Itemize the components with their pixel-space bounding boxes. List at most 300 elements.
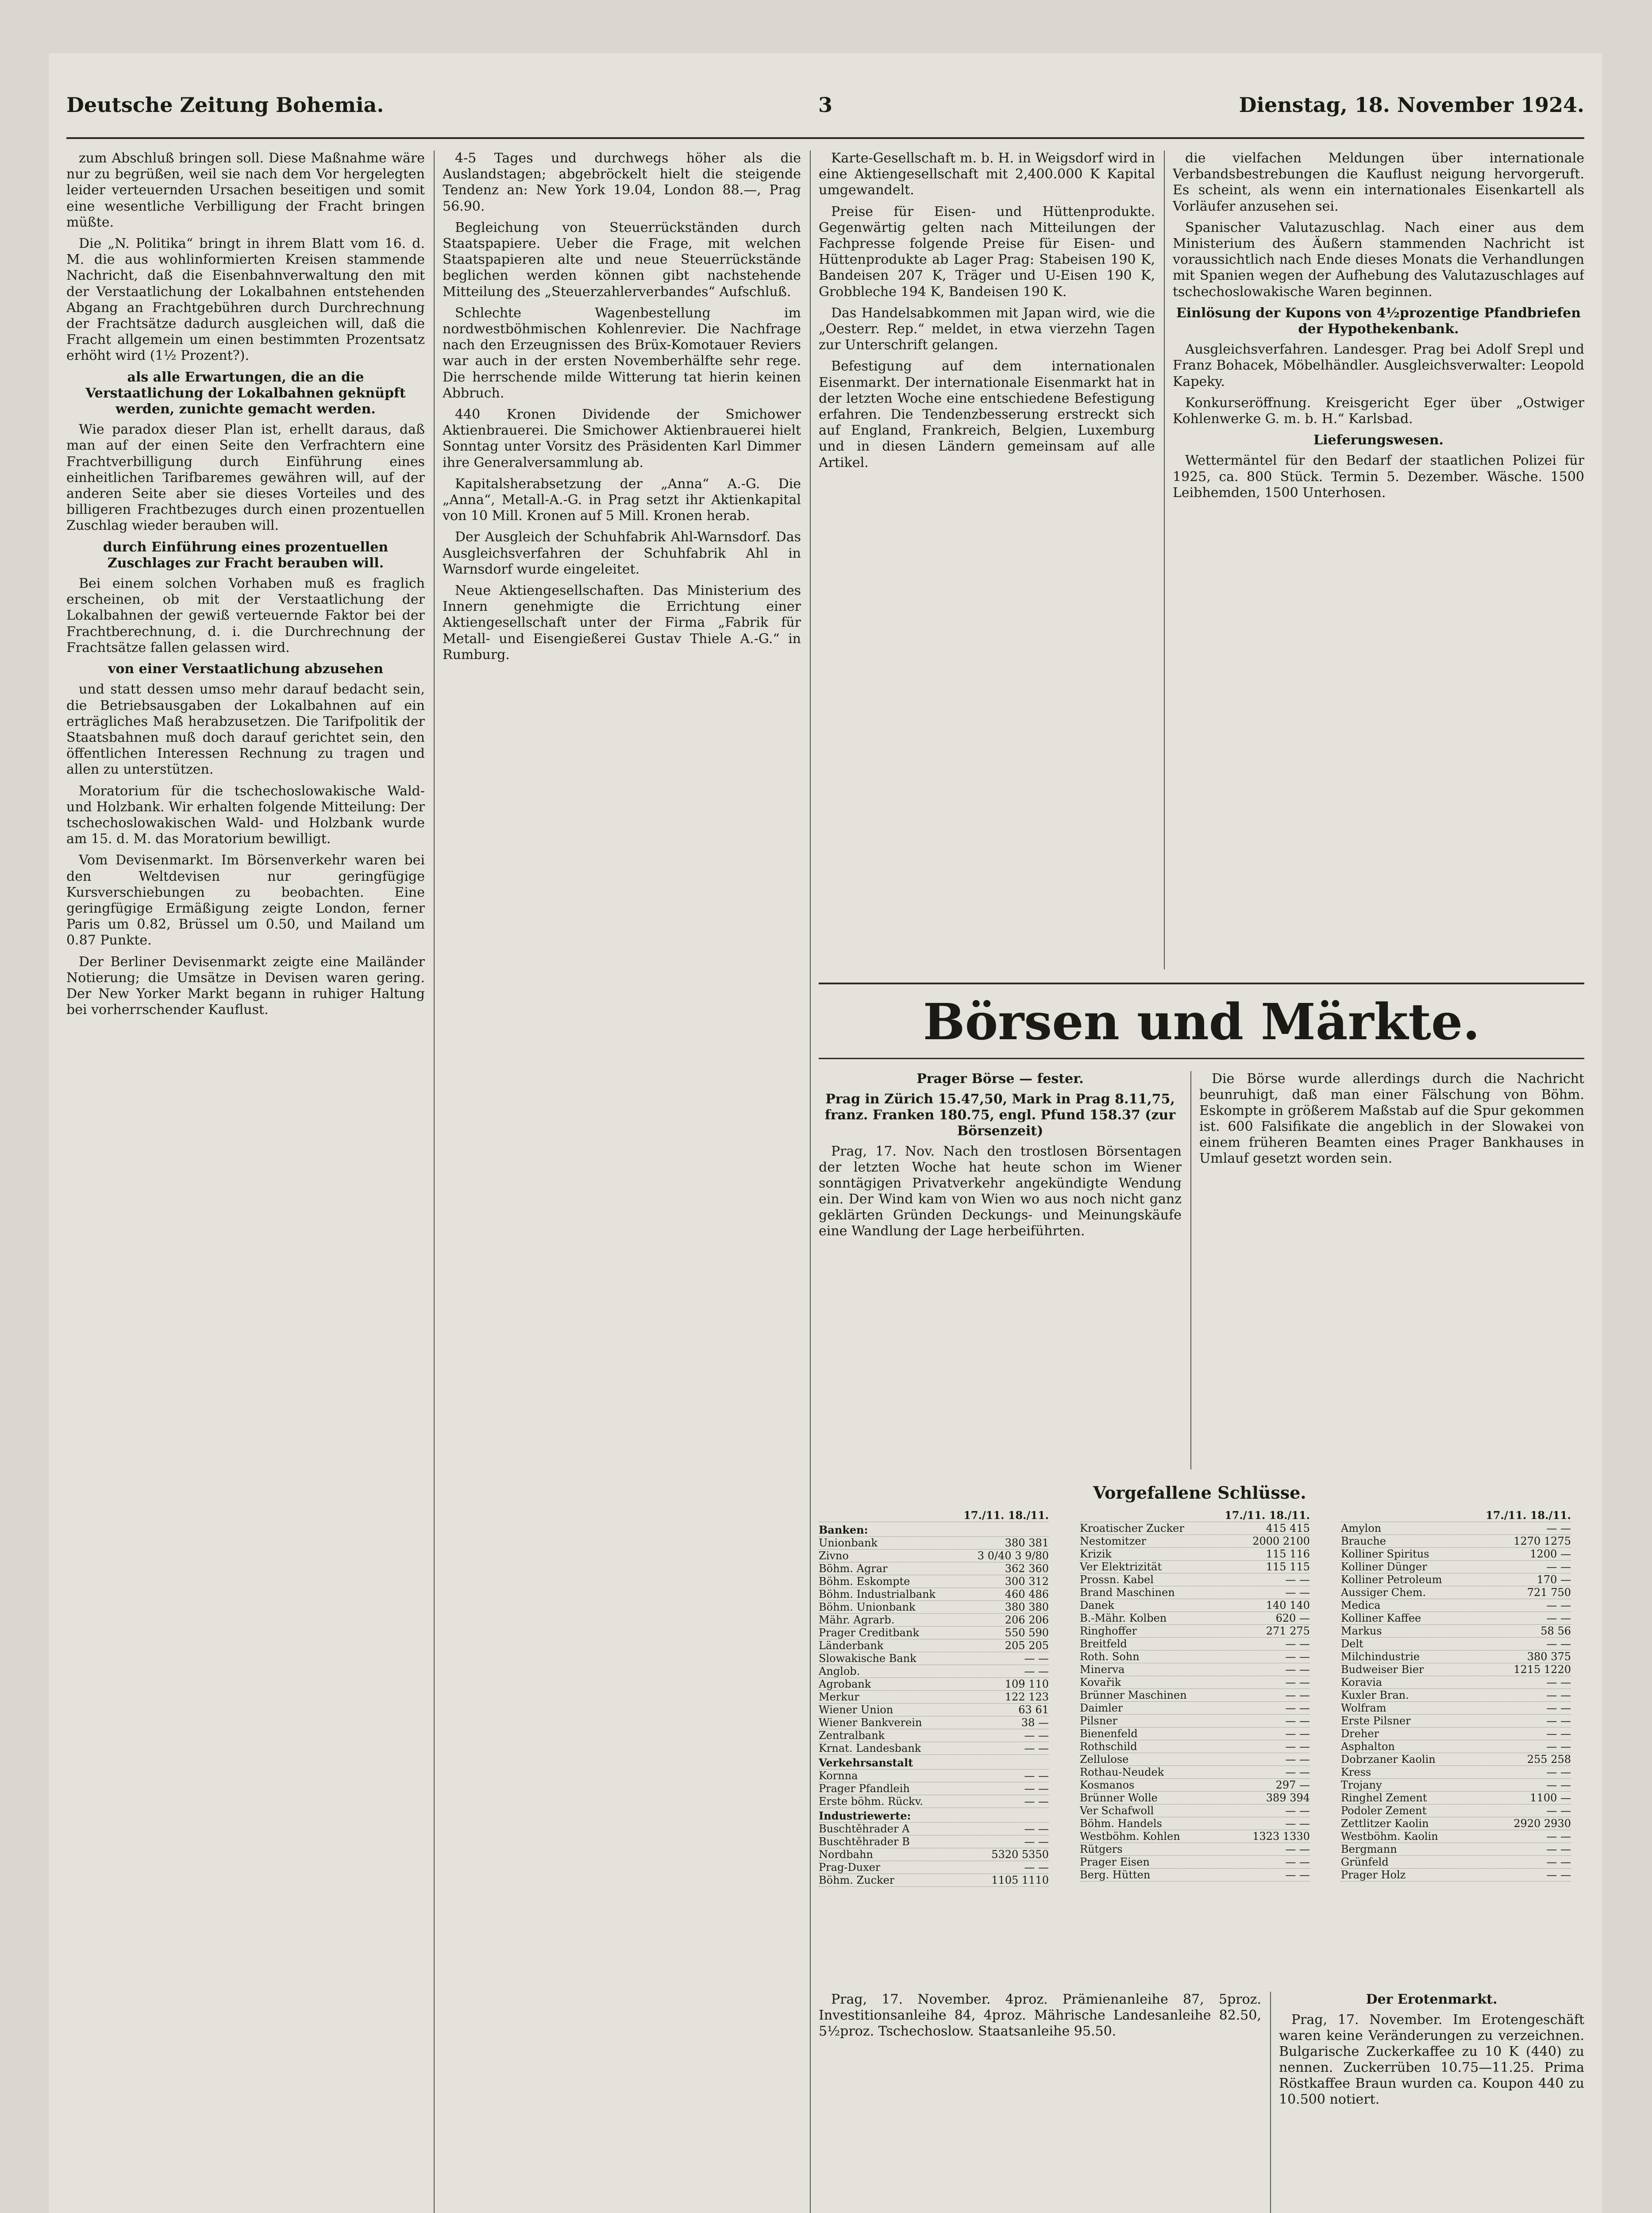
security-name: Anglob. (819, 1665, 860, 1677)
security-name: Verkehrsanstalt (819, 1757, 913, 1769)
table-row (819, 1614, 1049, 1627)
prager-boerse-left (819, 1071, 1182, 1469)
security-name: B.-Mähr. Kolben (1080, 1612, 1167, 1624)
security-name: Zettlitzer Kaolin (1341, 1817, 1429, 1830)
security-name: Böhm. Agrar (819, 1562, 888, 1575)
security-price: — — (1546, 1804, 1571, 1817)
security-name: Krnat. Landesbank (819, 1742, 921, 1754)
security-price: — — (1546, 1856, 1571, 1868)
table-row (1080, 1740, 1310, 1753)
security-price: — — (1546, 1830, 1571, 1843)
table-row (819, 1704, 1049, 1716)
security-name: Böhm. Unionbank (819, 1601, 916, 1613)
col1-paragraph: Moratorium für die tschechoslowakische Wald- und Holzbank. Wir erhalten folgende Mitteilung: Der tschechoslowakischen Wald- und Holzbank wurde am 15. d. M. das Moratorium bewilligt. (66, 783, 425, 847)
security-name: Ver Elektrizität (1080, 1561, 1162, 1573)
security-price: — — (1546, 1766, 1571, 1778)
security-name: Kuxler Bran. (1341, 1689, 1409, 1701)
security-price: — — (1285, 1727, 1310, 1740)
col1-subhead: als alle Erwartungen, die an die Verstaatlichung der Lokalbahnen geknüpft werden, zunichte gemacht werden. (85, 369, 406, 417)
security-name: Kroatischer Zucker (1080, 1522, 1184, 1534)
security-name: Kolliner Dünger (1341, 1561, 1427, 1573)
col1-paragraph: Wie paradox dieser Plan ist, erhellt daraus, daß man auf der einen Seite den Verfrachtern eine Frachtverbilligung durch Einführung eines einheitlichen Tarifbaremes gewähren will, auf der anderen Seite aber sie dieses Vorteiles und des billigeren Frachtbezuges durch einen prozentuellen Zuschlag wieder berauben will. (66, 422, 425, 534)
security-name: Budweiser Bier (1341, 1663, 1424, 1676)
security-price: — — (1285, 1638, 1310, 1650)
security-name: Brand Maschinen (1080, 1586, 1175, 1599)
security-name: Erste böhm. Rückv. (819, 1795, 923, 1808)
col1-paragraph: Vom Devisenmarkt. Im Börsenverkehr waren bei den Weltdevisen nur geringfügige Kursverschiebungen zu beobachten. Eine geringfügige Ermäßigung zeigte London, ferner Paris um 0.82, Brüssel um 0.50, und Mailand um 0.87 Punkte. (66, 852, 425, 948)
table-row (1341, 1625, 1571, 1638)
table-row (819, 1601, 1049, 1614)
table-row (1341, 1792, 1571, 1804)
security-name: Zentralbank (819, 1729, 885, 1742)
security-name: Brauche (1341, 1535, 1386, 1547)
prager-boerse-text: Die Börse wurde allerdings durch die Nachricht beunruhigt, daß man einer Fälschung von Böhm. Eskompte in größerem Maßstab auf die Spur gekommen ist. 600 Falsifikate die angeblich in der Slowakei von einem früheren Beamten eines Prager Bankhauses in Umlauf gesetzt worden sein. (1199, 1071, 1584, 1166)
table-row (819, 1716, 1049, 1729)
table-row (1080, 1548, 1310, 1561)
security-price: 170 — (1536, 1573, 1571, 1586)
security-price: — — (1546, 1779, 1571, 1791)
table-row (819, 1524, 1049, 1537)
security-name: Roth. Sohn (1080, 1650, 1140, 1663)
table-row (1080, 1573, 1310, 1586)
security-name: Markus (1341, 1625, 1382, 1637)
table-row (1341, 1548, 1571, 1561)
schluesse-tables (819, 1483, 1584, 1970)
security-name: Böhm. Zucker (819, 1874, 895, 1886)
table-row (819, 1729, 1049, 1742)
table-row (1341, 1804, 1571, 1817)
security-price: — — (1024, 1861, 1049, 1874)
security-name: Prager Pfandleih (819, 1782, 910, 1795)
table-row (1080, 1804, 1310, 1817)
table-row (819, 1757, 1049, 1770)
table-row (1080, 1625, 1310, 1638)
security-price: 255 258 (1527, 1753, 1571, 1766)
security-price: — — (1024, 1729, 1049, 1742)
col3-paragraph: Das Handelsabkommen mit Japan wird, wie die „Oesterr. Rep.“ meldet, in etwa vierzehn Tagen zur Unterschrift gelangen. (819, 305, 1155, 353)
section-rule (819, 1058, 1584, 1059)
security-price: — — (1285, 1843, 1310, 1855)
erotenmarkt-heading: Der Erotenmarkt. (1366, 1992, 1498, 2007)
masthead-rule (66, 137, 1584, 139)
security-price: — — (1546, 1702, 1571, 1714)
col4-subhead: Einlösung der Kupons von 4½prozentige Pfandbriefen der Hypothekenbank. (1176, 305, 1581, 337)
table-row (1341, 1612, 1571, 1625)
table-row (1341, 1740, 1571, 1753)
security-name: Koravia (1341, 1676, 1382, 1689)
security-price: 115 116 (1266, 1548, 1310, 1560)
schluesse-col-c (1341, 1509, 1571, 1881)
security-name: Böhm. Eskompte (819, 1575, 910, 1588)
table-row (819, 1823, 1049, 1835)
security-name: Kress (1341, 1766, 1371, 1778)
security-price: 362 360 (1005, 1562, 1049, 1575)
security-name: Westböhm. Kohlen (1080, 1830, 1180, 1843)
table-row (819, 1861, 1049, 1874)
security-name: Trojany (1341, 1779, 1382, 1791)
table-row (1080, 1650, 1310, 1663)
security-price: — — (1285, 1702, 1310, 1714)
table-row (1341, 1753, 1571, 1766)
security-name: Grünfeld (1341, 1856, 1389, 1868)
security-price: 2920 2930 (1513, 1817, 1571, 1830)
security-price: — — (1024, 1835, 1049, 1848)
table-row (1080, 1599, 1310, 1612)
security-name: Daimler (1080, 1702, 1123, 1714)
security-price: 389 394 (1266, 1792, 1310, 1804)
schluesse-col-a (819, 1509, 1049, 1887)
table-row (1080, 1843, 1310, 1856)
table-row (1341, 1689, 1571, 1702)
security-name: Prager Eisen (1080, 1856, 1150, 1868)
security-price: 297 — (1275, 1779, 1310, 1791)
column-divider (1270, 1992, 1271, 2213)
table-row (1341, 1573, 1571, 1586)
security-name: Bergmann (1341, 1843, 1397, 1855)
security-name: Dreher (1341, 1727, 1379, 1740)
table-row (1080, 1869, 1310, 1881)
security-price: — — (1285, 1869, 1310, 1881)
table-row (819, 1691, 1049, 1704)
col4-paragraph: Ausgleichsverfahren. Landesger. Prag bei Adolf Srepl und Franz Bohacek, Möbelhändler. Ausgleichsverwalter: Leopold Kapeky. (1173, 342, 1584, 389)
masthead (66, 93, 1584, 133)
security-name: Kolliner Kaffee (1341, 1612, 1421, 1624)
table-row (1341, 1599, 1571, 1612)
security-price: — — (1285, 1573, 1310, 1586)
security-price: 3 0/40 3 9/80 (977, 1550, 1049, 1562)
table-row (1341, 1535, 1571, 1548)
table-row (1341, 1702, 1571, 1715)
security-price: 58 56 (1540, 1625, 1571, 1637)
security-price: — — (1546, 1561, 1571, 1573)
table-row (1080, 1753, 1310, 1766)
table-row (1341, 1843, 1571, 1856)
security-price: 1200 — (1530, 1548, 1571, 1560)
security-price: 380 375 (1527, 1650, 1571, 1663)
table-row (1080, 1856, 1310, 1869)
security-price: 380 380 (1005, 1601, 1049, 1613)
table-row (819, 1537, 1049, 1550)
table-row (1341, 1856, 1571, 1869)
date-header: 17./11. 18./11. (963, 1509, 1049, 1522)
col1-subhead: von einer Verstaatlichung abzusehen (108, 661, 384, 677)
table-row (819, 1652, 1049, 1665)
security-name: Rothschild (1080, 1740, 1137, 1753)
col4-paragraph: Konkurseröffnung. Kreisgericht Eger über „Ostwiger Kohlenwerke G. m. b. H.“ Karlsbad. (1173, 395, 1584, 427)
col2-paragraph: Der Ausgleich der Schuhfabrik Ahl-Warnsdorf. Das Ausgleichsverfahren der Schuhfabrik Ahl in Warnsdorf wurde eingeleitet. (443, 529, 801, 577)
security-name: Zivno (819, 1550, 849, 1562)
table-row (1080, 1766, 1310, 1779)
security-name: Kovařik (1080, 1676, 1121, 1689)
security-price: — — (1024, 1782, 1049, 1795)
table-row (819, 1627, 1049, 1639)
security-price: 140 140 (1266, 1599, 1310, 1612)
column-3 (819, 150, 1155, 969)
security-price: 620 — (1275, 1612, 1310, 1624)
security-price: — — (1546, 1740, 1571, 1753)
security-name: Minerva (1080, 1663, 1125, 1676)
newspaper-page (49, 53, 1602, 2213)
table-row (819, 1550, 1049, 1562)
security-price: — — (1024, 1795, 1049, 1808)
security-name: Podoler Zement (1341, 1804, 1427, 1817)
security-price: — — (1546, 1869, 1571, 1881)
column-divider (1164, 150, 1165, 969)
security-price: — — (1546, 1727, 1571, 1740)
prag-nachtrag-block (819, 1992, 1261, 2213)
security-name: Rütgers (1080, 1843, 1123, 1855)
page-number: 3 (818, 93, 832, 117)
security-name: Krizik (1080, 1548, 1112, 1560)
erotenmarkt-text: Prag, 17. November. Im Erotengeschäft waren keine Veränderungen zu verzeichnen. Bulgarische Zuckerkaffee zu 10 K (440) zu nennen. Zuckerrüben 10.75—11.25. Prima Röstkaffee Braun wurden ca. Koupon 440 zu 10.500 notiert. (1279, 2012, 1584, 2107)
section-rule (819, 983, 1584, 984)
security-name: Brünner Wolle (1080, 1792, 1158, 1804)
security-name: Nestomitzer (1080, 1535, 1147, 1547)
table-header-row (1341, 1509, 1571, 1522)
col1-paragraph: Der Berliner Devisenmarkt zeigte eine Mailänder Notierung; die Umsätze in Devisen waren gering. Der New Yorker Markt begann in ruhiger Haltung bei vorherrschender Kauflust. (66, 954, 425, 1018)
security-name: Brünner Maschinen (1080, 1689, 1187, 1701)
table-row (819, 1782, 1049, 1795)
date-header: 17./11. 18./11. (1486, 1509, 1571, 1522)
security-name: Prossn. Kabel (1080, 1573, 1154, 1586)
security-name: Amylon (1341, 1522, 1382, 1534)
security-price: — — (1546, 1522, 1571, 1534)
table-row (1341, 1638, 1571, 1650)
prager-boerse-summary: Prag in Zürich 15.47,50, Mark in Prag 8.11,75, franz. Franken 180.75, engl. Pfund 158.37 (zur Börsenzeit) (824, 1091, 1176, 1139)
table-row (1080, 1779, 1310, 1792)
security-name: Ringhoffer (1080, 1625, 1137, 1637)
table-row (1080, 1830, 1310, 1843)
security-price: — — (1546, 1715, 1571, 1727)
prager-boerse-heading: Prager Börse — fester. (916, 1071, 1084, 1087)
security-name: Böhm. Handels (1080, 1817, 1162, 1830)
table-row (1341, 1522, 1571, 1535)
security-price: — — (1285, 1676, 1310, 1689)
table-row (819, 1575, 1049, 1588)
col1-paragraph: Bei einem solchen Vorhaben muß es fraglich erscheinen, ob mit der Verstaatlichung der Lokalbahnen der gewiß verteuernde Faktor bei der Frachtberechnung, d. i. die Durchrechnung der Frachtsätze fallen gelassen wird. (66, 576, 425, 655)
security-price: — — (1285, 1856, 1310, 1868)
security-name: Aussiger Chem. (1341, 1586, 1426, 1599)
table-row (819, 1562, 1049, 1575)
security-price: 1215 1220 (1513, 1663, 1571, 1676)
table-row (1080, 1612, 1310, 1625)
security-price: — — (1546, 1843, 1571, 1855)
newspaper-name: Deutsche Zeitung Bohemia. (66, 93, 384, 117)
table-row (1080, 1817, 1310, 1830)
col1-paragraph: Die „N. Politika“ bringt in ihrem Blatt vom 16. d. M. die aus wohlinformierten Kreisen stammende Nachricht, daß die Eisenbahnverwaltung den mit der Verstaatlichung der Lokalbahnen entstehenden Abgang an Frachtgebühren durch Durchrechnung der Frachtsätze dadurch ausgleichen will, daß die Fracht allgemein um einen bestimmten Prozentsatz erhöht wird (1½ Prozent?). (66, 236, 425, 364)
table-row (1080, 1727, 1310, 1740)
security-price: — — (1024, 1652, 1049, 1665)
security-name: Pilsner (1080, 1715, 1117, 1727)
security-name: Zellulose (1080, 1753, 1129, 1766)
security-name: Industriewerte: (819, 1810, 911, 1822)
security-price: — — (1285, 1586, 1310, 1599)
table-row (819, 1874, 1049, 1887)
security-name: Bienenfeld (1080, 1727, 1138, 1740)
security-price: 122 123 (1005, 1691, 1049, 1703)
column-1 (66, 150, 425, 2213)
security-price: 271 275 (1266, 1625, 1310, 1637)
security-name: Nordbahn (819, 1848, 873, 1861)
table-row (1080, 1638, 1310, 1650)
security-name: Buschtěhrader B (819, 1835, 910, 1848)
security-name: Wiener Bankverein (819, 1716, 922, 1729)
table-row (1080, 1561, 1310, 1573)
security-name: Prager Creditbank (819, 1627, 919, 1639)
col2-paragraph: Schlechte Wagenbestellung im nordwestböhmischen Kohlenrevier. Die Nachfrage nach den Erzeugnissen des Brüx-Komotauer Reviers war auch in der ersten Novemberhälfte sehr rege. Die herrschende milde Witterung tat hierin keinen Abbruch. (443, 305, 801, 401)
col2-paragraph: Neue Aktiengesellschaften. Das Ministerium des Innern genehmigte die Errichtung einer Aktiengesellschaft unter der Firma „Fabrik für Metall- und Eisengießerei Gustav Thiele A.-G.“ in Rumburg. (443, 583, 801, 663)
table-row (1080, 1535, 1310, 1548)
schluesse-col-b (1080, 1509, 1310, 1881)
security-price: 300 312 (1005, 1575, 1049, 1588)
col4-paragraph: die vielfachen Meldungen über internationale Verbandsbestrebungen die Kauflust neigung hervorgeruft. Es scheint, als wenn ein internationales Eisenkartell als Vorläufer anzusehen sei. (1173, 150, 1584, 214)
col3-paragraph: Karte-Gesellschaft m. b. H. in Weigsdorf wird in eine Aktiengesellschaft mit 2,400.000 K Kapital umgewandelt. (819, 150, 1155, 198)
security-name: Kosmanos (1080, 1779, 1135, 1791)
schluesse-title: Vorgefallene Schlüsse. (1093, 1483, 1306, 1503)
col3-paragraph: Befestigung auf dem internationalen Eisenmarkt. Der internationale Eisenmarkt hat in der letzten Woche eine entschiedene Befestigung erfahren. Die Tendenzbesserung erstreckt sich auf England, Frankreich, Belgien, Luxemburg und in diesen Ländern gemeinsam auf alle Artikel. (819, 359, 1155, 470)
table-row (819, 1770, 1049, 1782)
prager-boerse-right (1199, 1071, 1584, 1469)
issue-date: Dienstag, 18. November 1924. (1239, 93, 1584, 117)
table-row (1080, 1663, 1310, 1676)
security-price: — — (1546, 1599, 1571, 1612)
security-name: Böhm. Industrialbank (819, 1588, 936, 1600)
table-row (1341, 1650, 1571, 1663)
security-price: 1100 — (1530, 1792, 1571, 1804)
security-price: 109 110 (1005, 1678, 1049, 1690)
security-name: Prag-Duxer (819, 1861, 881, 1874)
security-price: — — (1285, 1753, 1310, 1766)
col2-paragraph: Kapitalsherabsetzung der „Anna“ A.-G. Die „Anna“, Metall-A.-G. in Prag setzt ihr Aktienkapital von 10 Mill. Kronen auf 5 Mill. Kronen herab. (443, 476, 801, 524)
security-price: — — (1285, 1740, 1310, 1753)
security-price: — — (1285, 1663, 1310, 1676)
col2-paragraph: 440 Kronen Dividende der Smichower Aktienbrauerei. Die Smichower Aktienbrauerei hielt Sonntag unter Vorsitz des Präsidenten Karl Dimmer ihre Generalversammlung ab. (443, 407, 801, 470)
table-row (1080, 1522, 1310, 1535)
security-name: Milchindustrie (1341, 1650, 1420, 1663)
table-row (1341, 1779, 1571, 1792)
col4-paragraph: Wettermäntel für den Bedarf der staatlichen Polizei für 1925, ca. 800 Stück. Termin 5. Dezember. Wäsche. 1500 Leibhemden, 1500 Unterhosen. (1173, 453, 1584, 501)
security-price: 550 590 (1005, 1627, 1049, 1639)
column-divider (434, 150, 435, 2213)
security-price: — — (1285, 1766, 1310, 1778)
security-price: 1105 1110 (991, 1874, 1049, 1886)
security-price: 460 486 (1005, 1588, 1049, 1600)
security-price: — — (1024, 1665, 1049, 1677)
security-price: — — (1546, 1676, 1571, 1689)
security-price: — — (1024, 1770, 1049, 1782)
security-name: Kolliner Spiritus (1341, 1548, 1429, 1560)
table-row (819, 1848, 1049, 1861)
table-row (1341, 1830, 1571, 1843)
security-name: Dobrzaner Kaolin (1341, 1753, 1436, 1766)
table-row (1341, 1715, 1571, 1727)
security-price: 63 61 (1018, 1704, 1049, 1716)
col4-paragraph: Spanischer Valutazuschlag. Nach einer aus dem Ministerium des Äußern stammenden Nachricht ist voraussichtlich nach Ende dieses Monats die Verhandlungen mit Spanien wegen der Aufhebung des Valutazuschlages auf tschechoslowakische Waren beginnen. (1173, 220, 1584, 300)
security-name: Slowakische Bank (819, 1652, 916, 1665)
table-row (819, 1795, 1049, 1808)
column-divider (1190, 1071, 1191, 1469)
security-price: — — (1546, 1638, 1571, 1650)
date-header: 17./11. 18./11. (1225, 1509, 1310, 1522)
security-name: Delt (1341, 1638, 1363, 1650)
table-row (819, 1742, 1049, 1755)
security-name: Merkur (819, 1691, 859, 1703)
security-price: 38 — (1021, 1716, 1049, 1729)
col4-subhead: Lieferungswesen. (1313, 432, 1444, 448)
security-name: Unionbank (819, 1537, 878, 1549)
security-price: 115 115 (1266, 1561, 1310, 1573)
security-price: — — (1285, 1817, 1310, 1830)
security-name: Wiener Union (819, 1704, 893, 1716)
security-name: Wolfram (1341, 1702, 1386, 1714)
table-header-row (819, 1509, 1049, 1522)
column-2 (443, 150, 801, 2213)
security-price: 1270 1275 (1513, 1535, 1571, 1547)
table-row (1341, 1676, 1571, 1689)
security-price: — — (1024, 1823, 1049, 1835)
security-name: Rothau-Neudek (1080, 1766, 1164, 1778)
security-name: Medica (1341, 1599, 1381, 1612)
security-name: Erste Pilsner (1341, 1715, 1411, 1727)
security-name: Banken: (819, 1524, 868, 1536)
table-row (819, 1835, 1049, 1848)
col1-paragraph: und statt dessen umso mehr darauf bedacht sein, die Betriebsausgaben der Lokalbahnen auf ein erträgliches Maß herabzusetzen. Die Tarifpolitik der Staatsbahnen muß doch darauf gerichtet sein, den öffentlichen Interessen Rechnung zu tragen und allen zu unterstützen. (66, 682, 425, 778)
security-name: Mähr. Agrarb. (819, 1614, 895, 1626)
security-name: Ringhel Zement (1341, 1792, 1427, 1804)
security-price: 2000 2100 (1252, 1535, 1310, 1547)
security-name: Westböhm. Kaolin (1341, 1830, 1438, 1843)
security-name: Buschtěhrader A (819, 1823, 910, 1835)
table-row (819, 1639, 1049, 1652)
table-row (1341, 1766, 1571, 1779)
security-price: — — (1546, 1689, 1571, 1701)
security-name: Länderbank (819, 1639, 884, 1652)
table-row (1341, 1817, 1571, 1830)
security-price: — — (1285, 1715, 1310, 1727)
column-4 (1173, 150, 1584, 969)
col2-paragraph: Begleichung von Steuerrückständen durch Staatspapiere. Ueber die Frage, mit welchen Staatspapieren alte und neue Steuerrückstände beglichen werden können gibt nachstehende Mitteilung des „Steuerzahlerverbandes“ Aufschluß. (443, 220, 801, 300)
erotenmarkt-block (1279, 1992, 1584, 2213)
table-row (1080, 1676, 1310, 1689)
security-price: — — (1285, 1650, 1310, 1663)
security-name: Agrobank (819, 1678, 871, 1690)
prager-boerse-text: Prag, 17. Nov. Nach den trostlosen Börsentagen der letzten Woche hat heute schon im Wiener sonntägigen Privatverkehr angekündigte Wendung ein. Der Wind kam von Wien wo aus noch nicht ganz geklärten Gründen Deckungs- und Meinungskäufe eine Wandlung der Lage herbeiführten. (819, 1144, 1182, 1239)
security-price: — — (1024, 1742, 1049, 1754)
table-header-row (1080, 1509, 1310, 1522)
security-price: 206 206 (1005, 1614, 1049, 1626)
security-name: Asphalton (1341, 1740, 1395, 1753)
security-name: Breitfeld (1080, 1638, 1127, 1650)
security-price: 5320 5350 (991, 1848, 1049, 1861)
security-price: 205 205 (1005, 1639, 1049, 1652)
security-name: Danek (1080, 1599, 1114, 1612)
security-name: Kornna (819, 1770, 858, 1782)
table-row (1341, 1869, 1571, 1881)
security-price: — — (1546, 1612, 1571, 1624)
col1-subhead: durch Einführung eines prozentuellen Zuschlages zur Fracht berauben will. (103, 539, 389, 571)
security-price: — — (1285, 1804, 1310, 1817)
security-price: — — (1285, 1689, 1310, 1701)
col2-paragraph: 4-5 Tages und durchwegs höher als die Auslandstagen; abgebröckelt hielt die steigende Tendenz an: New York 19.04, London 88.—, Prag 56.90. (443, 150, 801, 214)
security-price: 380 381 (1005, 1537, 1049, 1549)
table-row (1341, 1586, 1571, 1599)
table-row (819, 1588, 1049, 1601)
table-row (1080, 1689, 1310, 1702)
table-row (1080, 1715, 1310, 1727)
table-row (1080, 1586, 1310, 1599)
security-name: Berg. Hütten (1080, 1869, 1151, 1881)
security-price: 721 750 (1527, 1586, 1571, 1599)
